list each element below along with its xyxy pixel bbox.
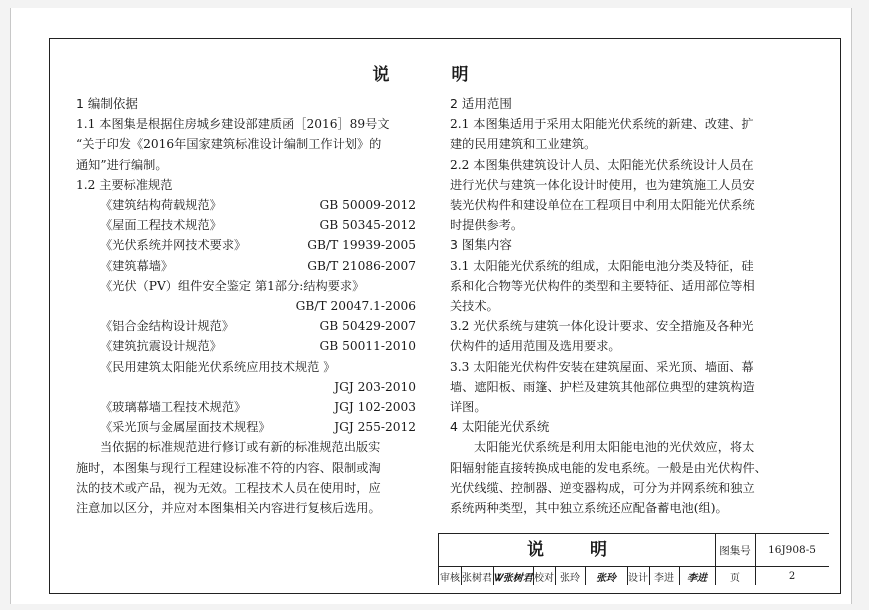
designer-name: 李进	[649, 567, 680, 585]
standard-row	[76, 417, 416, 437]
paragraph-line: 施时，本图集与现行工程建设标准不符的内容、限制或淘	[76, 460, 381, 475]
standard-row	[76, 195, 416, 215]
standard-name: 《光伏系统并网技术要求》	[100, 238, 247, 253]
paragraph-line: 装光伏构件和建设单位在工程项目中利用太阳能光伏系统	[450, 198, 755, 213]
paragraph-line: “关于印发《2016年国家建筑标准设计编制工作计划》的	[76, 137, 382, 152]
standard-name: 《采光顶与金属屋面技术规程》	[100, 420, 271, 435]
left-column	[76, 94, 416, 518]
paragraph-line: 光伏线缆、控制器、逆变器构成，可分为并网系统和独立	[450, 480, 755, 495]
review-label: 审核	[439, 567, 462, 585]
paragraph-line: 当依据的标准规范进行修订或有新的标准规范出版实	[100, 440, 381, 455]
right-column	[450, 94, 784, 518]
standard-code: GB 50429-2007	[319, 319, 416, 334]
page-number: 2	[788, 570, 796, 582]
standard-code: JGJ 102-2003	[334, 400, 416, 415]
paragraph-line: 3.3 太阳能光伏构件安装在建筑屋面、采光顶、墙面、幕	[450, 359, 754, 374]
checker-name: 张玲	[555, 567, 586, 585]
standard-name: 《建筑结构荷载规范》	[100, 198, 222, 213]
paragraph-line: 系统两种类型，其中独立系统还应配备蓄电池(组)。	[450, 501, 728, 516]
standard-row	[76, 235, 416, 255]
designer-signature: 李进	[679, 567, 716, 585]
paragraph-line: 3.1 太阳能光伏系统的组成，太阳能电池分类及特征，硅	[450, 258, 754, 273]
standard-code: GB/T 19939-2005	[307, 238, 416, 253]
standard-name: 《屋面工程技术规范》	[100, 218, 222, 233]
design-label: 设计	[627, 567, 650, 585]
paragraph-line: 阳辐射能直接转换成电能的发电系统。一般是由光伏构件、	[450, 460, 767, 475]
standard-code: GB/T 21086-2007	[307, 258, 416, 273]
section-heading: 3 图集内容	[450, 237, 512, 253]
paragraph-line: 2.1 本图集适用于采用太阳能光伏系统的新建、改建、扩	[450, 117, 754, 132]
title-block-title: 说 明	[439, 534, 716, 566]
standard-name: 《民用建筑太阳能光伏系统应用技术规范 》	[100, 359, 336, 374]
paragraph-line: 注意加以区分，并应对本图集相关内容进行复核后选用。	[76, 501, 381, 516]
reviewer-signature: Ꮤ张树君	[493, 567, 534, 585]
paragraph-line: 3.2 光伏系统与建筑一体化设计要求、安全措施及各种光	[450, 319, 754, 334]
standard-code: GB/T 20047.1-2006	[295, 299, 416, 314]
page-title: 说 明	[372, 65, 497, 85]
standard-code: JGJ 255-2012	[334, 420, 416, 435]
section-heading: 4 太阳能光伏系统	[450, 419, 550, 435]
standard-code: JGJ 203-2010	[334, 379, 416, 394]
standard-name: 《光伏（PV）组件安全鉴定 第1部分:结构要求》	[100, 278, 365, 293]
atlas-number-label: 图集号	[715, 534, 756, 566]
paragraph-line: 伏构件的适用范围及选用要求。	[450, 339, 621, 354]
page-label: 页	[715, 567, 756, 585]
standard-name: 《建筑抗震设计规范》	[100, 339, 222, 354]
section-heading: 1 编制依据	[76, 96, 138, 111]
paragraph-line: 系和化合物等光伏构件的类型和主要特征、适用部位等相	[450, 278, 755, 293]
title-block	[438, 533, 829, 585]
standard-name: 《铝合金结构设计规范》	[100, 319, 235, 334]
standard-row	[76, 215, 416, 235]
standard-name: 《玻璃幕墙工程技术规范》	[100, 400, 247, 415]
standard-code: GB 50345-2012	[319, 218, 416, 233]
standard-row	[76, 397, 416, 417]
paragraph-line: 通知”进行编制。	[76, 157, 168, 172]
standard-row	[76, 256, 416, 276]
paragraph-line: 详图。	[450, 400, 487, 415]
reviewer-name: 张树君	[461, 567, 494, 585]
standard-row	[76, 316, 416, 336]
section-heading: 2 适用范围	[450, 96, 512, 111]
paragraph-line: 汰的技术或产品，视为无效。工程技术人员在使用时，应	[76, 480, 381, 495]
standard-code: GB 50009-2012	[319, 198, 416, 213]
paragraph-line: 2.2 本图集供建筑设计人员、太阳能光伏系统设计人员在	[450, 157, 754, 172]
paragraph-line: 关技术。	[450, 299, 499, 314]
atlas-number: 16J908-5	[768, 544, 816, 556]
paragraph-line: 时提供参考。	[450, 218, 524, 233]
paragraph-line: 建的民用建筑和工业建筑。	[450, 137, 597, 152]
paragraph-line: 太阳能光伏系统是利用太阳能电池的光伏效应，将太	[474, 440, 755, 455]
standard-name: 《建筑幕墙》	[100, 258, 174, 273]
standard-code: GB 50011-2010	[319, 339, 416, 354]
title-block-row	[439, 567, 829, 585]
subsection-heading: 1.2 主要标准规范	[76, 177, 173, 192]
check-label: 校对	[533, 567, 556, 585]
title-block-row	[439, 534, 829, 567]
standard-row	[76, 336, 416, 356]
checker-signature: 张玲	[585, 567, 628, 585]
paragraph-line: 墙、遮阳板、雨篷、护栏及建筑其他部位典型的建筑构造	[450, 379, 755, 394]
paragraph-line: 进行光伏与建筑一体化设计时使用，也为建筑施工人员安	[450, 177, 755, 192]
paragraph-line: 1.1 本图集是根据住房城乡建设部建质函［2016］89号文	[76, 117, 390, 132]
